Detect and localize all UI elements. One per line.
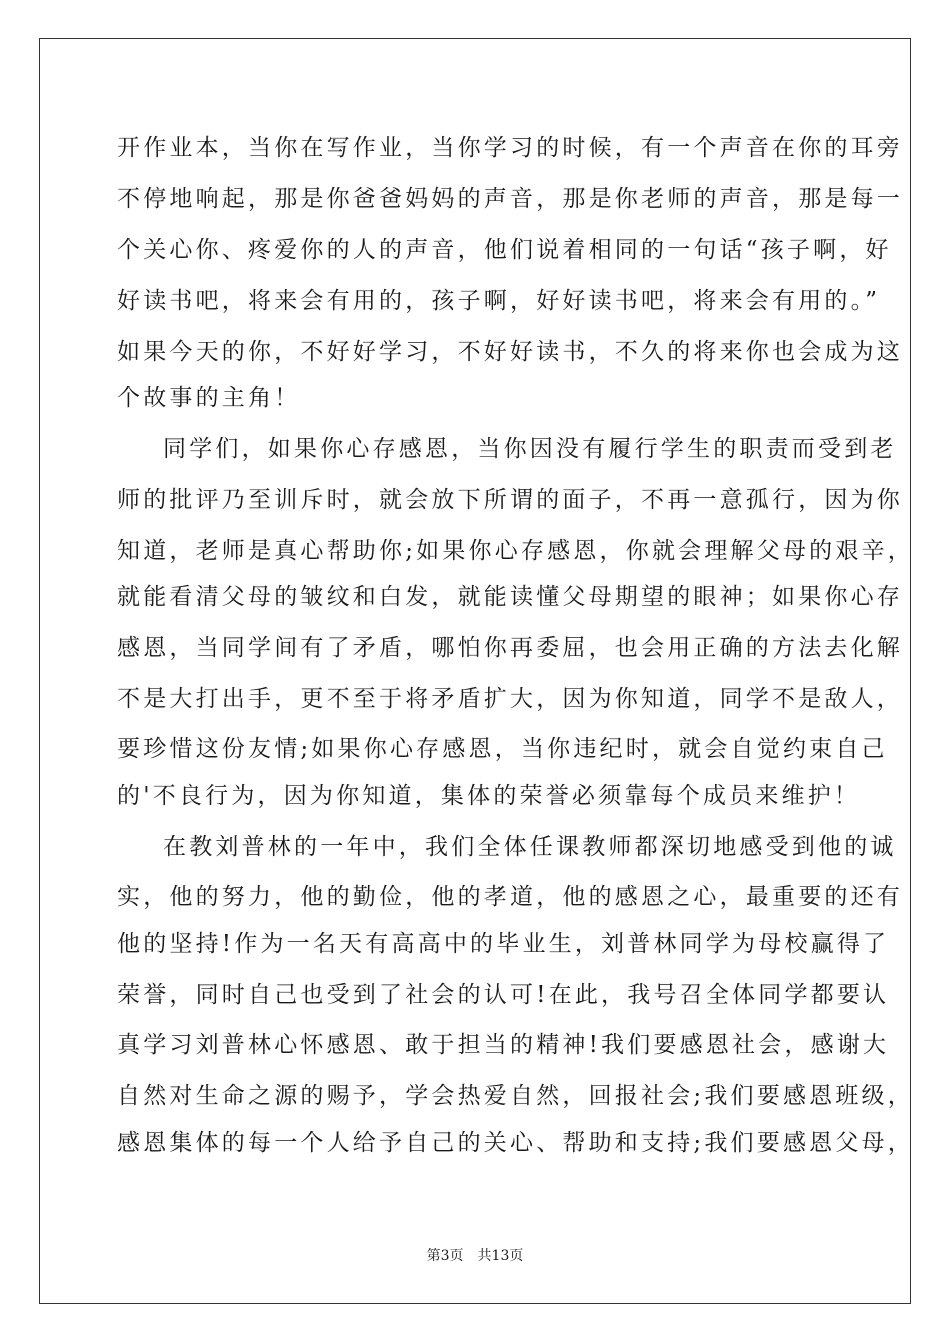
text-line: 就能看清父母的皱纹和白发，就能读懂父母期望的眼神；如果你心存 <box>117 584 903 610</box>
text-line: 好读书吧，将来会有用的，孩子啊，好好读书吧，将来会有用的。” <box>117 288 881 314</box>
paragraph-first-line: 同学们，如果你心存感恩，当你因没有履行学生的职责而受到老 <box>163 436 897 462</box>
text-line: 个故事的主角！ <box>117 385 301 411</box>
text-line: 他的坚持!作为一名天有高高中的毕业生，刘普林同学为母校赢得了 <box>117 931 890 957</box>
page-footer <box>0 1247 950 1265</box>
text-line: 个关心你、疼爱你的人的声音，他们说着相同的一句话“孩子啊，好 <box>117 237 892 263</box>
text-line: 荣誉，同时自己也受到了社会的认可!在此，我号召全体同学都要认 <box>117 982 890 1008</box>
paragraph-first-line: 在教刘普林的一年中，我们全体任课教师都深切地感受到他的诚 <box>163 834 897 860</box>
text-line: 自然对生命之源的赐予，学会热爱自然，回报社会;我们要感恩班级， <box>117 1083 914 1109</box>
text-line: 师的批评乃至训斥时，就会放下所谓的面子，不再一意孤行，因为你 <box>117 487 903 513</box>
text-line: 知道，老师是真心帮助你;如果你心存感恩，你就会理解父母的艰辛， <box>117 538 914 564</box>
text-line: 要珍惜这份友情;如果你心存感恩，当你违纪时，就会自觉约束自己 <box>117 736 888 762</box>
text-line: 不是大打出手，更不至于将矛盾扩大，因为你知道，同学不是敌人， <box>117 686 903 712</box>
text-line: 感恩，当同学间有了矛盾，哪怕你再委屈，也会用正确的方法去化解 <box>117 635 903 661</box>
text-line: 开作业本，当你在写作业，当你学习的时候，有一个声音在你的耳旁 <box>117 135 903 161</box>
text-line: 的'不良行为，因为你知道，集体的荣誉必须靠每个成员来维护！ <box>117 783 861 809</box>
text-line: 实，他的努力，他的勤俭，他的孝道，他的感恩之心，最重要的还有 <box>117 884 903 910</box>
page-number: 第3页 <box>426 1248 464 1264</box>
text-line: 真学习刘普林心怀感恩、敢于担当的精神!我们要感恩社会，感谢大 <box>117 1032 890 1058</box>
page-border <box>39 38 914 1304</box>
page-total: 共13页 <box>477 1248 524 1264</box>
text-line: 感恩集体的每一个人给予自己的关心、帮助和支持;我们要感恩父母， <box>117 1130 914 1156</box>
text-line: 如果今天的你，不好好学习，不好好读书，不久的将来你也会成为这 <box>117 339 903 365</box>
text-line: 不停地响起，那是你爸爸妈妈的声音，那是你老师的声音，那是每一 <box>117 186 903 212</box>
